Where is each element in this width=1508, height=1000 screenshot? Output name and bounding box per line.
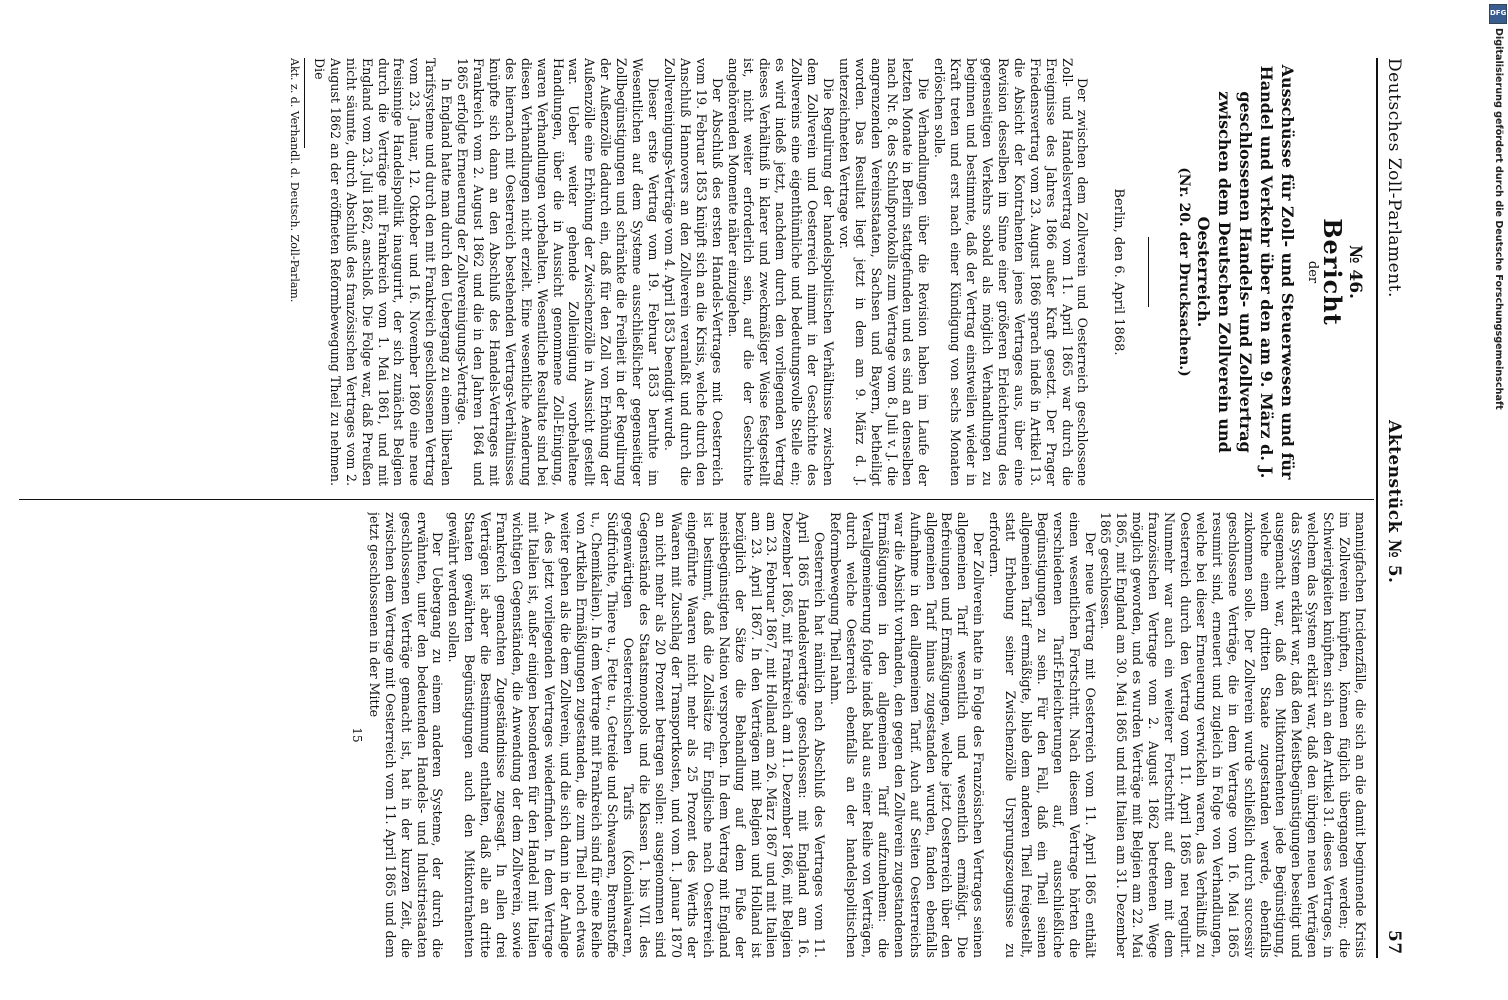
paragraph: Der neue Vertrag mit Oesterreich vom 11. April 1865 enthält einen wesentlichen Fortschritt. Nach diesem Vertrage hörten die verschiedenen Tarif-Erleichterungen auf, ausschließliche Begünstigungen zu sein. Für den Fall, daß ein Theil seinen allgemeinen Tarif ermäßigte, blieb dem anderen Theil freigestellt, statt Erhebung seiner Zwischenzölle Ursprungszeugnisse zu erfordern. <box>987 512 1098 958</box>
signature-mark: 15 <box>349 727 364 743</box>
paragraph: Der Uebergang zu einem anderen Systeme, der durch die erwähnten, unter den bedeutenden Handels- und Industriestaaten geschlossenen Verträge gemacht ist, hat in der kurzen Zeit, die zwischen dem Vertrage mit Oesterreich vom 11. April 1865 und dem jetzt geschlossenen in der Mitte <box>366 512 446 958</box>
paragraph: Oesterreich hat nämlich nach Abschluß des Vertrages vom 11. April 1865 Handelsverträge geschlossen: mit England am 16. Dezember 1865, mit Frankreich am 11. Dezember 1866, mit Belgien am 23. Februar 1867, mit Holland am 26. März 1867 und mit Italien am 23. April 1867. In den Verträgen mit Belgien und Holland ist bezüglich der Sätze die Behandlung auf dem Fuße der meistbegünstigten Nation versprochen. In dem Vertrag mit England ist bestimmt, daß die Zollsätze für Englische nach Oesterreich eingeführte Waaren nicht mehr als 25 Prozent des Werths der Waaren mit Zuschlag der Transportkosten, und vom 1. Januar 1870 an nicht mehr als 20 Prozent betragen sollen: ausgenommen sind Gegenstände des Staatsmonopols und die Klassen 1. bis VII. des gegenwärtigen Oesterreichischen Tarifs (Kolonialwaaren, Südfrüchte, Thiere u., Fette u., Getreide und Schwaaren, Brennstoffe u., Chemikalien). In dem Vertrage mit Frankreich sind für eine Reihe von Artikeln Ermäßigungen zugestanden, die zum Theil noch etwas weiter gehen als die dem Zollverein, und die sich dann in der Anlage A. des jetzt vorliegenden Vertrages wiederfinden. In dem Vertrage mit Italien ist, außer einigen besonderen für den Handel mit Italien wichtigen Gegenständen, die Anwendung der dem Zollverein, sowie Frankreich gemachten Zugeständnisse zugesagt. In allen drei Verträgen ist aber die Bestimmung enthalten, daß alle an dritte Staaten gewährten Begünstigungen auch den Mitkontrahenten gewährt werden sollen. <box>446 512 828 958</box>
running-head-center: Aktenstück № 5. <box>1384 420 1404 584</box>
paragraph: Der zwischen dem Zollverein und Oesterreich geschlossene Zoll- und Handelsvertrag vom 11. April 1865 war durch die Ereignisse des Jahres 1866 außer Kraft gesetzt. Der Prager Friedensvertrag vom 23. August 1866 sprach indeß in Artikel 13. die Absicht der Kontrahenten jenes Vertrages aus, über eine Revision desselben im Sinne einer größeren Erleichterung des gegenseitigen Verkehrs sobald als möglich Verhandlungen zu beginnen und bestimmte, daß der Vertrag einstweilen wieder in Kraft treten und erst nach einer Kündigung von sechs Monaten erlöschen solle. <box>932 58 1091 486</box>
report-subtitle: Ausschüsse für Zoll- und Steuerwesen und für Handel und Verkehr über den am 9. März d. J. geschlossenen Handels- und Zollvertrag zwischen dem Deutschen Zollverein und Oesterreich. <box>1194 64 1298 480</box>
report-number: № 46. <box>1345 245 1365 299</box>
credit-text: Digitalisierung gefördert durch die Deutsche Forschungsgemeinschaft <box>1493 28 1504 410</box>
running-head-left: Deutsches Zoll-Parlament. <box>1384 58 1404 298</box>
report-der: der <box>1305 260 1321 284</box>
left-footer: Akt. z. d. Verhandl. d. Deutsch. Zoll-Parlam. <box>288 58 302 303</box>
credit-strip <box>1490 0 1508 1000</box>
paragraph: Der Zollverein hatte in Folge des Französischen Vertrages seinen allgemeinen Tarif wesentlich und wesentlich ermäßigt. Die Befreiungen und Ermäßigungen, welche jetzt Oesterreich über den allgemeinen Tarif hinaus zugestanden wurden, fanden ebenfalls Aufnahme in den allgemeinen Tarif. Auch auf Seiten Oesterreichs war die Absicht vorhanden, den gegen den Zollverein zugestandenen Ermäßigungen in den allgemeinen Tarif aufzunehmen: die Verallgemeinerung folgte indeß bald aus einer Reihe von Verträgen, durch welche Oesterreich ebenfalls an der handelspolitischen Reformbewegung Theil nahm. <box>828 512 987 958</box>
drucksache-ref: (Nr. 20. der Drucksachen.) <box>1176 167 1193 377</box>
right-column <box>18 512 1368 958</box>
paragraph: In England hatte man durch den Uebergang zu einem liberalen Tarifsysteme und durch den mit Frankreich geschlossenen Vertrag vom 23. Januar, 12. Oktober und 16. November 1860 eine neue freisinnige Handelspolitik inaugurirt, der sich zunächst Belgien durch die Verträge mit Frankreich vom 1. Mai 1861, und mit England vom 23. Juli 1862, anschloß. Die Folge war, daß Preußen nicht säumte, durch Abschluß des französischen Vertrages vom 2. August 1862 an der eröffneten Reformbewegung Theil zu nehmen. Die <box>311 58 455 486</box>
left-column <box>18 58 1368 486</box>
dfg-logo: DFG <box>1489 4 1507 24</box>
credit-text-box <box>1490 28 1508 988</box>
title-rule <box>1148 237 1149 307</box>
page-number: 57 <box>1384 930 1404 955</box>
paragraph: Die Regulirung der handelspolitischen Verhältnisse zwischen dem Zollverein und Oesterreich nimmt in der Geschichte des Zollvereins eine eigenthümliche und bedeutungsvolle Stelle ein; es wird indeß jetzt, nachdem durch den vorliegenden Vertrag dieses Verhältniß in klarer und zweckmäßiger Weise festgestellt ist, nicht weiter erforderlich sein, auf die der Geschichte angehörenden Momente näher einzugehen. <box>725 58 836 486</box>
paragraph: Dieser erste Vertrag vom 19. Februar 1853 beruhte im Wesentlichen auf dem Systeme ausschließlicher gegenseitiger Zollbegünstigungen und schränkte die Freiheit in der Regulirung der Außenzölle dadurch ein, daß für den Zoll von Erhöhung der Außenzölle eine Erhöhung der Zwischenzölle in Aussicht gestellt war. Ueber weiter gehende Zolleinigung vorbehaltene Handlungen, über die in Aussicht genommene Zoll-Einigung, waren Verhandlungen vorbehalten. Wesentliche Resultate sind bei diesen Verhandlungen nicht erzielt. Eine wesentliche Aenderung des hiernach mit Oesterreich bestehenden Vertrags-Verhältnisses knüpfte sich dann an den Abschluß des Handels-Vertrages mit Frankreich vom 2. August 1862 und die in den Jahren 1864 und 1865 erfolgte Erneuerung der Zollvereinigungs-Verträge. <box>455 58 661 486</box>
paragraph: Der Abschluß des ersten Handels-Vertrages mit Oesterreich vom 19. Februar 1853 knüpft sich an die Krisis, welche durch den Anschluß Hannovers an den Zollverein veranlaßt und durch die Zollvereinigungs-Verträge vom 4. April 1853 beendigt wurde. <box>661 58 725 486</box>
paragraph: mannigfachen Incidenzfälle, die sich an die damit beginnende Krisis im Zollverein knüpften, können füglich übergangen werden; die Schwierigkeiten knüpften sich an den Artikel 31. dieses Vertrages, in welchem das System erklärt war, daß den übrigen neuen Verträgen das System erklärt war, daß den Meistbegünstigungen beseitigt und ausgemacht war, daß den Mitkontrahenten jede Begünstigung, welche einem dritten Staate zugestanden werde, ebenfalls zukommen solle. Der Zollverein wurde schließlich durch successiv geschlossene Verträge, die in dem Vertrage vom 16. Mai 1865 resumirt sind, erneuert und zugleich in Folge von Verhandlungen, welche bei dieser Erneuerung verwickeln waren, das Verhältniß zu Oesterreich durch den Vertrag vom 11. April 1865 neu regulirt. Nunmehr war auch ein weiterer Fortschritt auf dem mit dem französischen Vertrage vom 2. August 1862 betretenen Wege möglich geworden, und es wurden Verträge mit Belgien am 22. Mai 1865, mit England am 30. Mai 1865 und mit Italien am 31. Dezember 1865 geschlossen. <box>1098 512 1368 958</box>
column-divider <box>19 499 1374 500</box>
header-rule <box>1376 58 1378 958</box>
paragraph: Die Verhandlungen über die Revision haben im Laufe der letzten Monate in Berlin stattgefunden und es sind an denselben nach Nr. 8. des Schlußprotokolls zum Vertrage vom 8. Juli v. J. die angrenzenden Vereinsstaaten, Sachsen und Bayern, betheiligt worden. Das Resultat liegt jetzt in dem am 9. März d. J. unterzeichneten Vertrage vor. <box>836 58 932 486</box>
dateline: Berlin, den 6. April 1868. <box>1111 188 1127 356</box>
report-title: Bericht <box>1318 218 1348 326</box>
footnote-rule <box>304 58 305 148</box>
